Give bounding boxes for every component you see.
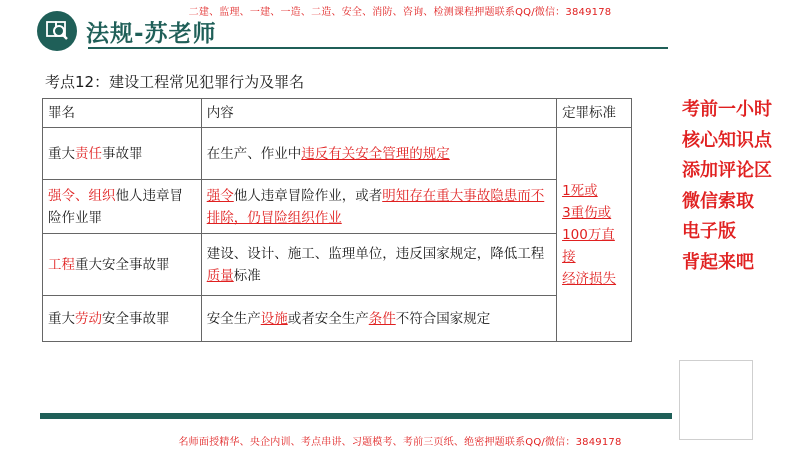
text-segment: 重大安全事故罪 (75, 256, 170, 273)
crime-table (42, 98, 632, 342)
side-note-line: 电子版 (682, 221, 736, 242)
crime-content-cell (201, 180, 556, 234)
table-row (43, 180, 632, 234)
text-segment: 安全事故罪 (102, 310, 170, 327)
text-segment: 强令、组织 (48, 187, 116, 204)
text-segment: 工程 (48, 256, 75, 273)
text-segment: 他人违章冒险作业罪 (48, 187, 183, 226)
crime-content-cell (201, 234, 556, 296)
footer-divider (40, 413, 672, 419)
standard-line: 3重伤或 (562, 204, 612, 221)
standard-line: 100万直接 (562, 226, 615, 265)
text-segment: 标准 (233, 267, 261, 284)
text-segment: 条件 (368, 310, 396, 327)
side-note-line: 微信索取 (682, 190, 754, 212)
header-cell-name: 罪名 (43, 99, 202, 128)
text-segment: 安全生产 (206, 310, 261, 327)
text-segment: 在生产、作业中 (206, 145, 302, 162)
text-segment: 不符合国家规定 (395, 310, 491, 327)
text-segment: 他人违章冒险作业，或者 (233, 187, 383, 204)
top-promo-banner: 二建、监理、一建、一造、二造、安全、消防、咨询、检测课程押题联系QQ/微信：3849178 (188, 7, 612, 18)
blank-panel (679, 360, 753, 440)
crime-content-cell (201, 296, 556, 342)
table-header-row (43, 99, 632, 128)
crime-name-cell (43, 296, 202, 342)
text-segment: 重大 (48, 310, 75, 327)
standard-line: 经济损失 (562, 270, 617, 287)
table-row (43, 296, 632, 342)
topic-title: 考点12：建设工程常见犯罪行为及罪名 (45, 73, 305, 91)
crime-name-cell (43, 234, 202, 296)
side-note (682, 95, 792, 278)
header (37, 11, 217, 51)
standard-cell (557, 128, 632, 342)
text-segment: 或者安全生产 (287, 310, 369, 327)
bottom-promo-banner: 名师面授精华、央企内训、考点串讲、习题模考、考前三页纸、绝密押题联系QQ/微信：3849178 (178, 437, 622, 448)
header-cell-standard: 定罪标准 (557, 99, 632, 128)
text-segment: 劳动 (75, 310, 102, 327)
side-note-line: 考前一小时 (682, 99, 772, 120)
text-segment: 质量 (206, 267, 234, 284)
book-magnifier-icon (37, 11, 77, 51)
brand-title: 法规-苏老师 (86, 20, 217, 47)
side-note-line: 背起来吧 (682, 251, 754, 273)
crime-name-cell (43, 180, 202, 234)
text-segment: 强令 (206, 187, 234, 204)
text-segment: 建设、设计、施工、监理单位，违反国家规定，降低工程 (206, 245, 545, 262)
crime-content-cell (201, 128, 556, 180)
table-row (43, 234, 632, 296)
text-segment: 责任 (75, 145, 102, 162)
text-segment: 明知存在重大事故隐患而不排除，仍冒险组织作业 (206, 187, 545, 226)
standard-line: 1死或 (562, 182, 598, 199)
table-row (43, 128, 632, 180)
text-segment: 事故罪 (102, 145, 143, 162)
header-cell-content: 内容 (201, 99, 556, 128)
crime-name-cell (43, 128, 202, 180)
side-note-line: 核心知识点 (682, 129, 772, 151)
side-note-line: 添加评论区 (682, 160, 772, 181)
text-segment: 重大 (48, 145, 75, 162)
text-segment: 违反有关安全管理的规定 (301, 145, 450, 162)
text-segment: 设施 (260, 310, 288, 327)
header-divider (88, 47, 668, 49)
